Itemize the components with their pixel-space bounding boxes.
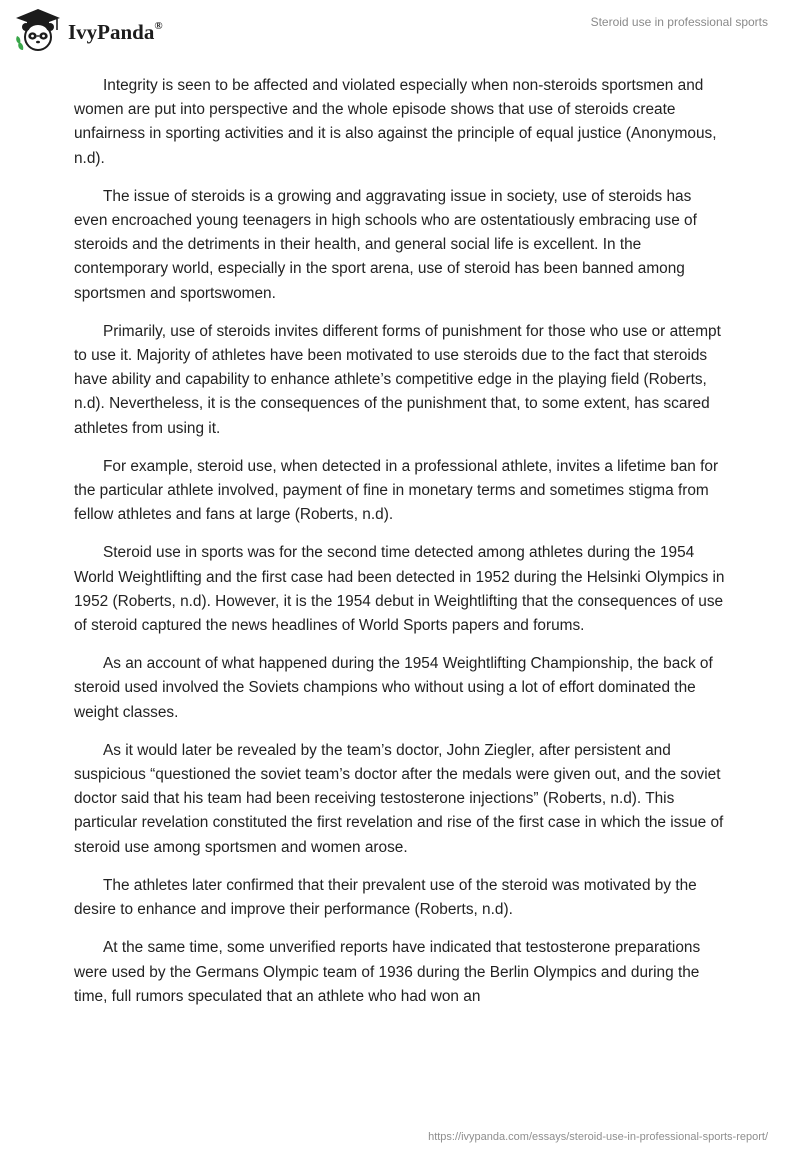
paragraph: At the same time, some unverified reports have indicated that testosterone preparations were used by the Germans Olympic team of 1936 during the Berlin Olympics and during the time, full rumors speculated that an athlete who had won an [74, 939, 701, 1005]
document-title: Steroid use in professional sports [590, 15, 768, 29]
paragraph: Steroid use in sports was for the second time detected among athletes during the 1954 World Weightlifting and the first case had been detected in 1952 during the Helsinki Olympics in 1952 (Roberts, n.d). However, it is the 1954 debut in Weightlifting that the consequences of use of steroid captured the news headlines of World Sports papers and forums. [74, 544, 725, 635]
paragraph: Integrity is seen to be affected and violated especially when non-steroids sportsmen and women are put into perspective and the whole episode shows that use of steroids create unfairness in sporting activities and it is also against the principle of equal justice (Anonymous, n.d). [74, 77, 717, 167]
page-header [0, 0, 800, 60]
panda-graduate-icon [14, 8, 62, 52]
paragraph: As an account of what happened during the 1954 Weightlifting Championship, the back of steroid used involved the Soviets champions who without using a lot of effort dominated the weight classes. [74, 655, 713, 721]
paragraph: As it would later be revealed by the team’s doctor, John Ziegler, after persistent and suspicious “questioned the soviet team’s doctor after the medals were given out, and the soviet doctor said that his team had been receiving testosterone injections” (Roberts, n.d). This particular revelation constituted the first revelation and rise of the first case in which the issue of steroid use among sportsmen and women arose. [74, 741, 724, 856]
paragraph: For example, steroid use, when detected in a professional athlete, invites a lifetime ban for the particular athlete involved, payment of fine in monetary terms and sometimes stigma from fellow athletes and fans at large (Roberts, n.d). [74, 457, 719, 524]
brand-logo[interactable] [14, 8, 163, 52]
brand-name: IvyPanda® [68, 19, 163, 44]
paragraph: Primarily, use of steroids invites different forms of punishment for those who use or attempt to use it. Majority of athletes have been motivated to use steroids due to the fact that steroids have ability and capability to enhance athlete’s competitive edge in the playing field (Roberts, n.d). Nevertheless, it is the consequences of the punishment that, to some extent, has scared athletes from using it. [74, 322, 721, 437]
paragraph: The issue of steroids is a growing and aggravating issue in society, use of steroids has even encroached young teenagers in high schools who are ostentatiously embracing use of steroids and the detriments in their health, and general social life is excellent. In the contemporary world, especially in the sport arena, use of steroid has been banned among sportsmen and sportswomen. [74, 187, 697, 302]
source-url-link[interactable]: https://ivypanda.com/essays/steroid-use-in-professional-sports-report/ [428, 1131, 768, 1143]
paragraph: The athletes later confirmed that their prevalent use of the steroid was motivated by the desire to enhance and improve their performance (Roberts, n.d). [74, 876, 697, 919]
essay-body [74, 74, 726, 1023]
